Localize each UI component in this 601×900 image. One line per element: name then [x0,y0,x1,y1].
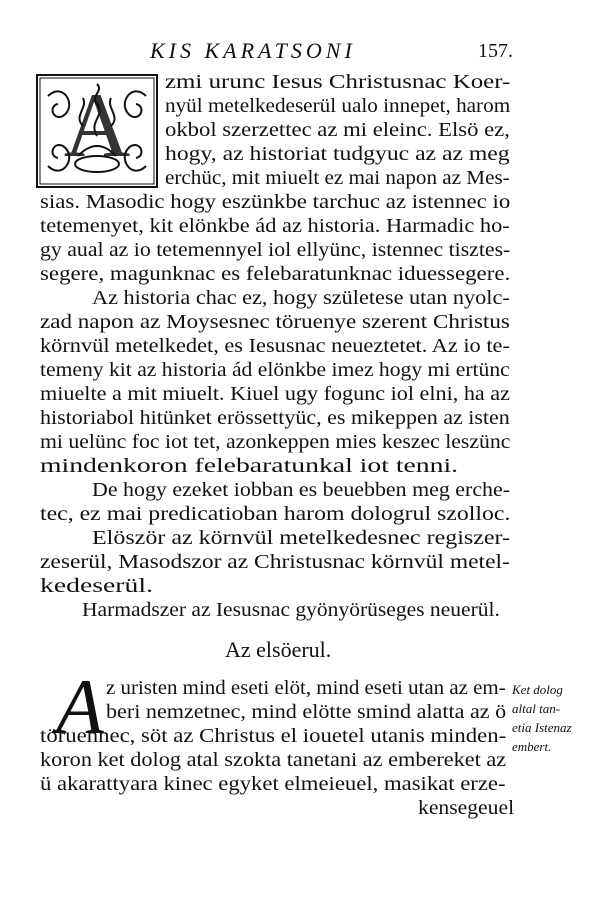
body-line: temeny kit az historia ád elönkbe imez hogy mi ertünc [40,359,510,381]
marginal-note-line: Ket dolog [512,682,563,697]
body-line: zad napon az Moysesnec töruenye szerent Christus [40,311,510,333]
body-line: körnvül metelkedet, es Iesusnac neueztetet. Az io te- [40,335,510,357]
body-line: historiabol hitünket erössettyüc, es mikeppen az isten [40,407,510,429]
body-line: Harmadszer az Iesusnac gyönyörüseges neuerül. [82,599,500,621]
running-head: KIS KARATSONI [150,38,356,63]
section-line: koron ket dolog atal szokta tanetani az embereket az [40,749,507,771]
marginal-note-line: embert. [512,739,552,754]
body-line: tetemenyet, kit elönkbe ád az historia. Harmadic ho- [40,215,510,237]
body-line: gy aual az io tetemennyel iol ellyünc, istennec tisztes- [40,239,511,261]
body-line: tec, ez mai predicatioban harom dologrul szolloc. [40,503,511,525]
body-line: mindenkoron felebaratunkal iot tenni. [40,455,459,477]
marginal-note [512,680,598,756]
section-initial: A [56,663,104,750]
section-line: z uristen mind eseti elöt, mind eseti utan az em- [106,677,506,699]
section-line: ü akarattyara kinec egyket elmeieuel, masikat erze- [40,773,506,795]
body-line: miuelte a mit miuelt. Kiuel ugy fogunc iol elni, ha az [40,383,510,405]
line-cap-2: nyül metelkedeserül ualo innepet, harom [165,95,511,117]
line-cap-4: hogy, az historiat tudgyuc az az meg [165,143,510,165]
page-number: 157. [478,40,513,62]
marginal-note-line: etia Istenaz [512,720,572,735]
section-line: beri nemzetnec, mind elötte smind alatta az ö [106,701,507,723]
body-line: segere, magunknac es felebaratunknac iduessegere. [40,263,511,285]
line-cap-5: erchüc, mit miuelt ez mai napon az Mes- [165,167,510,189]
body-line: mi uelünc foc iot tet, azonkeppen mies keszec leszünc [40,431,511,453]
line-cap-1: zmi urunc Iesus Christusnac Koer- [165,71,511,93]
section-line: töruennec, söt az Christus el iouetel utanis minden- [40,725,507,747]
initial-letter: A [63,76,131,176]
body-line: Elöször az körnvül metelkedesnec regiszer- [92,527,511,549]
marginal-note-line: altal tan- [512,701,561,716]
body-line: De hogy ezeket iobban es beuebben meg erche- [92,479,511,501]
section-line: kensegeuel [418,797,515,819]
floral-ornament-icon [38,76,156,186]
body-line: kedeserül. [40,575,153,597]
body-line: Az historia chac ez, hogy születese utan nyolc- [92,287,510,309]
body-line: sias. Masodic hogy eszünkbe tarchuc az istennec io [40,191,511,213]
line-cap-3: okbol szerzettec az mi eleinc. Elsö ez, [165,119,510,141]
body-line: zeserül, Masodszor az Christusnac körnvül metel- [40,551,510,573]
ornamental-initial [36,74,158,188]
page-header [0,38,601,68]
section-heading: Az elsöerul. [225,637,332,662]
